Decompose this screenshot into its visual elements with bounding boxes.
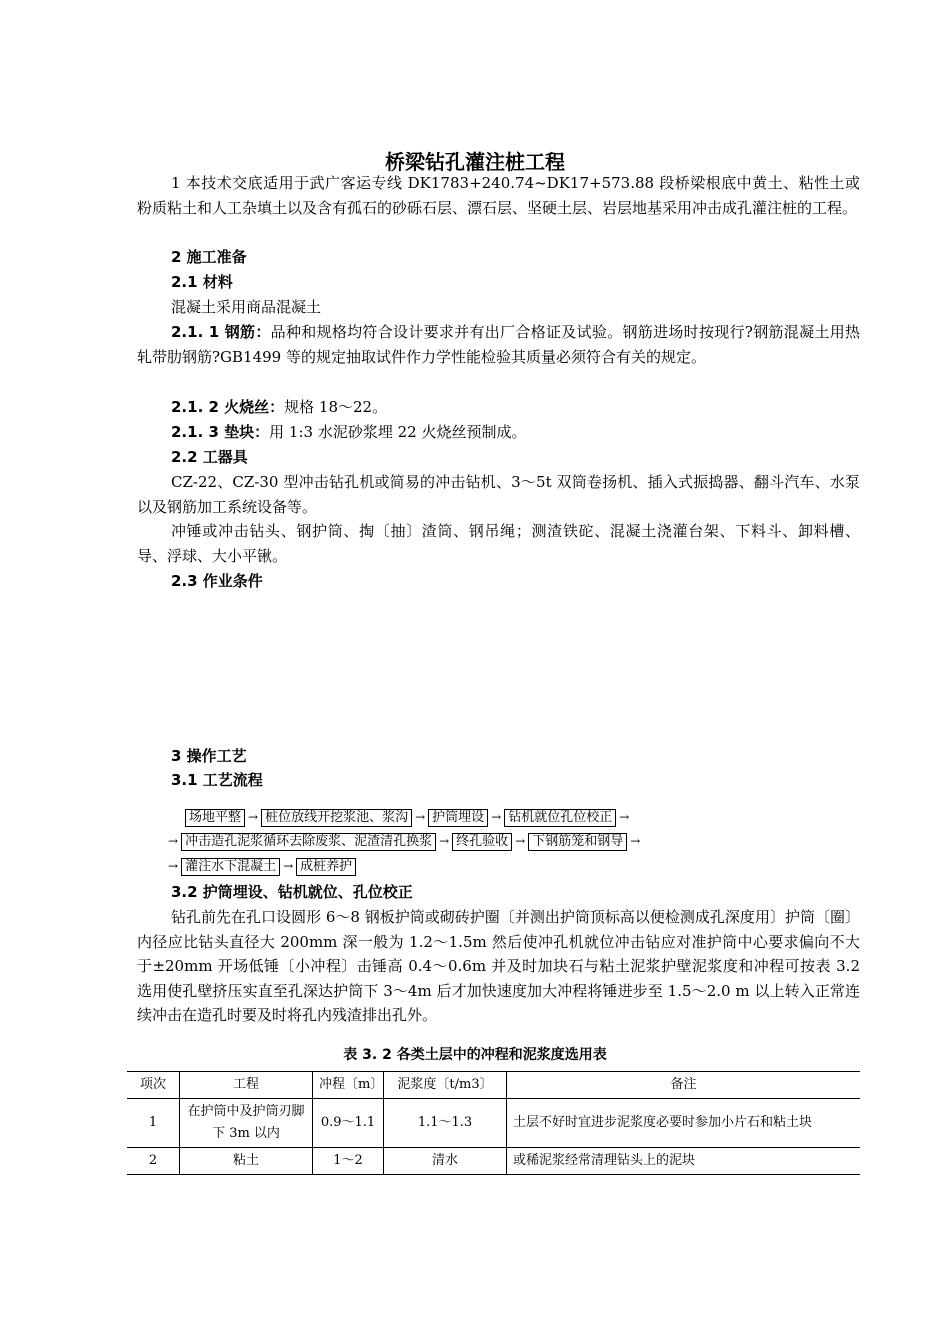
- table-cell: 2: [127, 1148, 180, 1175]
- table-cell: 在护筒中及护筒刃脚下 3m 以内: [180, 1099, 313, 1148]
- heading-2: 2 施工准备: [171, 248, 247, 266]
- tools-paragraph-2: 冲锤或冲击钻头、钢护筒、掏〔抽〕渣筒、钢吊绳；测渣铁砣、混凝土浇灌台架、下料斗、卸料槽、导、浮球、大小平锹。: [137, 522, 860, 565]
- arrow-icon: →: [168, 834, 179, 848]
- materials-text: 混凝土采用商品混凝土: [171, 298, 322, 316]
- heading-2-1: 2.1 材料: [171, 273, 233, 291]
- label-2-1-2: 2.1. 2 火烧丝：: [171, 398, 285, 416]
- intro-paragraph: 1 本技术交底适用于武广客运专线 DK1783+240.74~DK17+573.88 段桥梁根底中黄土、粘性土或粉质粘土和人工杂填土以及含有孤石的砂砾石层、漂石层、坚硬土层、岩层地基采用冲击成孔灌注桩的工程。: [137, 174, 860, 217]
- arrow-icon: →: [515, 834, 526, 848]
- label-2-1-1: 2.1. 1 钢筋：: [171, 323, 271, 341]
- table-caption: 表 3. 2 各类土层中的冲程和泥浆度选用表: [343, 1047, 607, 1063]
- text-2-1-2: 规格 18～22。: [284, 398, 388, 416]
- flow-step: 桩位放线开挖浆池、浆沟: [261, 809, 412, 827]
- arrow-icon: →: [491, 810, 502, 824]
- flow-step: 灌注水下混凝土: [181, 858, 280, 876]
- para-2-1-3: [171, 420, 526, 444]
- table-cell: 土层不好时宜进步泥浆度必要时参加小片石和粘土块: [507, 1099, 861, 1148]
- arrow-icon: →: [630, 834, 641, 848]
- selection-table: [127, 1071, 860, 1175]
- flow-step: 冲击造孔泥浆循环去除废浆、泥渣清孔换浆: [181, 833, 436, 851]
- arrow-icon: →: [168, 859, 179, 873]
- flow-step: 成桩养护: [296, 858, 356, 876]
- arrow-icon: →: [248, 810, 259, 824]
- page-title: 桥梁钻孔灌注桩工程: [385, 150, 565, 174]
- table-cell: 1～2: [313, 1148, 384, 1175]
- table-cell: 或稀泥浆经常清理钻头上的泥块: [507, 1148, 861, 1175]
- table-cell: 清水: [384, 1148, 507, 1175]
- section-3-2-paragraph: 钻孔前先在孔口设圆形 6～8 钢板护筒或砌砖护圈〔并测出护筒顶标高以便检测成孔深度用〕护筒〔圈〕内径应比钻头直径大 200mm 深一般为 1.2～1.5m 然后使冲孔机就位冲击钻应对准护筒中心要求偏向不大于±20mm 开场低锤〔小冲程〕击锤高 0.4～0.6m 并及时加块石与粘土泥浆护壁泥浆度和冲程可按表 3.2 选用使孔壁挤压实直至孔深达护筒下 3～4m 后才加快速度加大冲程将锤进步至 1.5～2.0 m 以上转入正常连续冲击在造孔时要及时将孔内残渣排出孔外。: [137, 908, 860, 1024]
- heading-3-1: 3.1 工艺流程: [171, 771, 263, 789]
- table-cell: 1: [127, 1099, 180, 1148]
- flow-step: 下钢筋笼和钢导: [528, 833, 627, 851]
- table-row: [127, 1099, 860, 1148]
- arrow-icon: →: [439, 834, 450, 848]
- heading-2-3: 2.3 作业条件: [171, 572, 263, 590]
- flow-row-3: [165, 857, 356, 876]
- heading-3-2: 3.2 护筒埋设、钻机就位、孔位校正: [171, 883, 413, 901]
- heading-2-2: 2.2 工器具: [171, 448, 248, 466]
- arrow-icon: →: [619, 810, 630, 824]
- table-header: 项次: [127, 1072, 180, 1099]
- arrow-icon: →: [283, 859, 294, 873]
- tools-paragraph-1: CZ-22、CZ-30 型冲击钻孔机或简易的冲击钻机、3～5t 双筒卷扬机、插入式振捣器、翻斗汽车、水泵以及钢筋加工系统设备等。: [137, 473, 860, 516]
- table-header: 冲程〔m〕: [313, 1072, 384, 1099]
- table-cell: 0.9～1.1: [313, 1099, 384, 1148]
- table-header-row: [127, 1072, 860, 1099]
- flow-row-2: [165, 832, 643, 851]
- label-2-1-3: 2.1. 3 垫块：: [171, 423, 270, 441]
- table-row: [127, 1148, 860, 1175]
- text-2-1-3: 用 1:3 水泥砂浆埋 22 火烧丝预制成。: [269, 423, 527, 441]
- para-2-1-1: [137, 320, 860, 369]
- flow-step: 场地平整: [185, 809, 245, 827]
- flow-step: 终孔验收: [452, 833, 512, 851]
- table-header: 泥浆度〔t/m3〕: [384, 1072, 507, 1099]
- heading-3: 3 操作工艺: [171, 747, 247, 765]
- flow-step: 钻机就位孔位校正: [504, 809, 616, 827]
- table-header: 备注: [507, 1072, 861, 1099]
- table-cell: 粘土: [180, 1148, 313, 1175]
- table-cell: 1.1～1.3: [384, 1099, 507, 1148]
- table-header: 工程: [180, 1072, 313, 1099]
- para-2-1-2: [171, 395, 387, 419]
- arrow-icon: →: [415, 810, 426, 824]
- flow-row-1: [185, 808, 632, 827]
- flow-step: 护筒埋设: [428, 809, 488, 827]
- text-2-1-1: 品种和规格均符合设计要求并有出厂合格证及试验。钢筋进场时按现行?钢筋混凝土用热轧带肋钢筋?GB1499 等的规定抽取试件作力学性能检验其质量必须符合有关的规定。: [137, 323, 860, 366]
